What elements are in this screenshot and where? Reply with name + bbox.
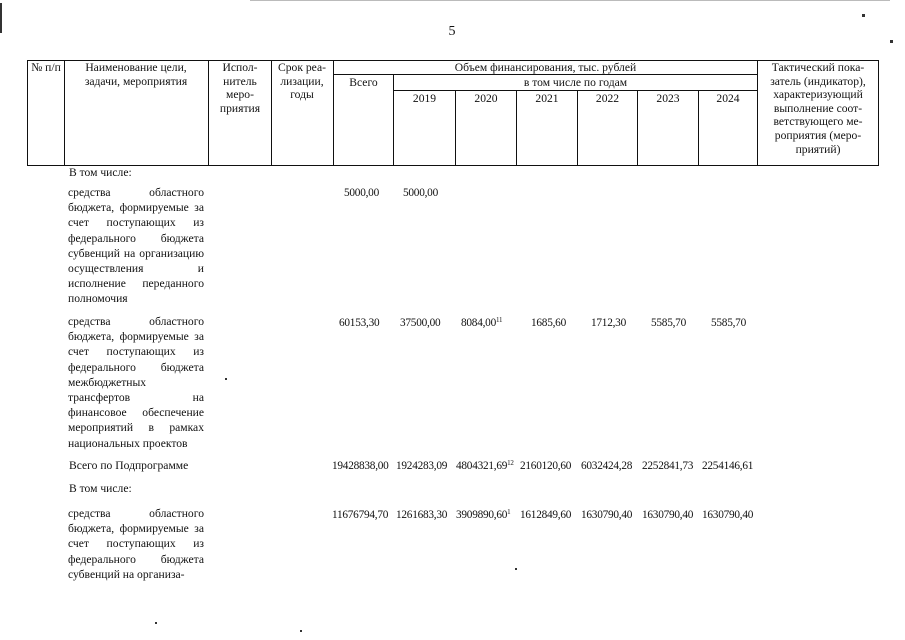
header-year: 2022 (595, 92, 620, 105)
scan-dot (515, 568, 517, 570)
row-2021: 1612849,60 (520, 509, 572, 521)
scan-dot (300, 630, 302, 632)
scan-edge-mark (0, 3, 2, 33)
scan-dot (225, 378, 227, 380)
row-total: 5000,00 (344, 187, 379, 199)
row-label: средства областного бюджета, формируемые за счет поступающих из федерального бюджета межбюджетных трансфертов на финансовое обеспечение мероприятий в рамках национальных проектов (68, 315, 204, 450)
row-2023: 1630790,40 (642, 509, 694, 521)
footnote-mark: 12 (507, 459, 514, 467)
header-name: Наименование цели, задачи, мероприятия (84, 61, 188, 88)
row-2024: 1630790,40 (702, 509, 754, 521)
row-2024: 5585,70 (711, 317, 746, 329)
header-executor: Испол- нитель меро- приятия (219, 61, 261, 115)
footnote-mark: 1 (507, 508, 511, 516)
row-2020: 3909890,60$^1$ (456, 508, 511, 521)
row-2019: 37500,00 (400, 317, 441, 329)
header-by-years: в том числе по годам (523, 76, 628, 89)
header-year: 2024 (716, 92, 740, 105)
header-num: № п/п (31, 61, 61, 74)
scan-dot (890, 40, 893, 43)
row-2022: 1712,30 (591, 317, 626, 329)
row-2021: 2160120,60 (520, 460, 572, 472)
page-number: 5 (448, 24, 456, 39)
row-2021: 1685,60 (531, 317, 566, 329)
row-total: 11676794,70 (332, 509, 389, 521)
row-2019: 1261683,30 (396, 509, 448, 521)
scan-dot (155, 622, 157, 624)
row-2022: 1630790,40 (581, 509, 633, 521)
table-header (27, 60, 879, 166)
row-2023: 5585,70 (651, 317, 686, 329)
header-year: 2020 (474, 92, 498, 105)
header-funding: Объем финансирования, тыс. рублей (454, 61, 637, 74)
footnote-mark: 11 (495, 316, 503, 324)
row-label: средства областного бюджета, формируемые за счет поступающих из федерального бюджета субвенций на организа- (68, 507, 204, 581)
header-term: Срок реа- лизации, годы (278, 61, 326, 102)
row-label: средства областного бюджета, формируемые за счет поступающих из федерального бюджета субвенций на организацию осуществления и исполнение переданного полномочия (68, 186, 204, 306)
row-2020: 8084,00$^{11}$ (461, 316, 503, 329)
row-label: В том числе: (69, 482, 132, 495)
header-indicator: Тактический пока- затель (индикатор), характеризующий выполнение соот- ветствующего ме- роприятия (меро- приятий) (770, 61, 866, 156)
row-2022: 6032424,28 (581, 460, 633, 472)
header-year: 2021 (535, 92, 559, 105)
row-total: 60153,30 (339, 317, 380, 329)
row-2020: 4804321,69$^{12}$ (456, 459, 514, 472)
row-label: Всего по Подпрограмме (69, 459, 189, 472)
row-2019: 1924283,09 (396, 460, 448, 472)
header-year: 2023 (656, 92, 680, 105)
row-label: В том числе: (69, 166, 132, 179)
scan-dot (862, 14, 865, 17)
header-year: 2019 (412, 92, 437, 105)
row-2024: 2254146,61 (702, 460, 754, 472)
row-total: 19428838,00 (332, 460, 389, 472)
row-2023: 2252841,73 (642, 460, 694, 472)
scan-top-line (250, 0, 890, 1)
header-total: Всего (349, 76, 378, 89)
row-2019: 5000,00 (403, 187, 438, 199)
